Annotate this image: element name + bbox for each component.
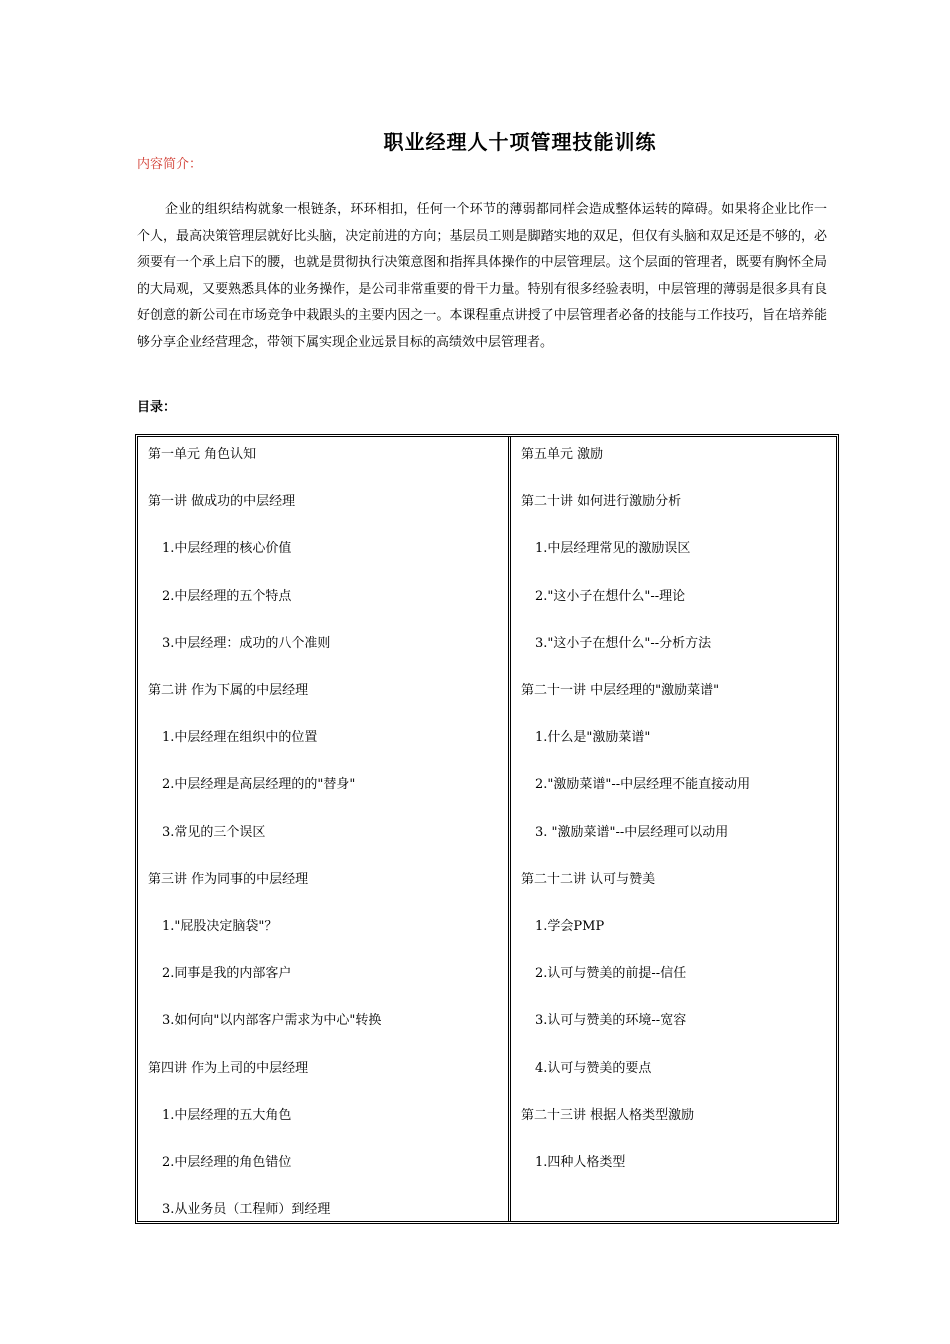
intro-label: 内容简介： [137,157,203,172]
toc-entry: 2."这小子在想什么"--理论 [535,588,686,604]
toc-entry: 2.认可与赞美的前提--信任 [535,966,687,982]
toc-entry: 3."这小子在想什么"--分析方法 [535,635,712,651]
toc-heading: 第二讲 作为下属的中层经理 [148,683,309,698]
page-title: 职业经理人十项管理技能训练 [383,130,657,154]
toc-entry: 3.认可与赞美的环境--宽容 [535,1013,687,1029]
toc-heading: 第五单元 激励 [521,447,604,462]
toc-entry: 3. "激励菜谱"--中层经理可以动用 [535,824,729,840]
toc-entry: 2.中层经理的五个特点 [162,588,292,604]
toc-table [135,434,839,1224]
toc-entry: 1.中层经理的五大角色 [162,1107,292,1123]
toc-column-right [511,437,836,1221]
toc-entry: 2."激励菜谱"--中层经理不能直接动用 [535,777,751,793]
toc-heading: 第四讲 作为上司的中层经理 [148,1060,309,1076]
toc-heading: 第二十二讲 认可与赞美 [521,871,656,887]
toc-heading: 第二十三讲 根据人格类型激励 [521,1107,695,1123]
toc-entry: 3.从业务员（工程师）到经理 [162,1202,331,1218]
intro-paragraph: 企业的组织结构就象一根链条，环环相扣，任何一个环节的薄弱都同样会造成整体运转的障碍。如果将企业比作一个人，最高决策管理层就好比头脑，决定前进的方向；基层员工则是脚踏实地的双足，但仅有头脑和双足还是不够的，必须要有一个承上启下的腰，也就是贯彻执行决策意图和指挥具体操作的中层管理层。这个层面的管理者，既要有胸怀全局的大局观，又要熟悉具体的业务操作，是公司非常重要的骨干力量。特别有很多经验表明，中层管理的薄弱是很多具有良好创意的新公司在市场竞争中栽跟头的主要内因之一。本课程重点讲授了中层管理者必备的技能与工作技巧，旨在培养能够分享企业经营理念，带领下属实现企业远景目标的高绩效中层管理者。 [137,202,827,350]
toc-entry: 3.如何向"以内部客户需求为中心"转换 [162,1013,382,1029]
toc-heading: 第一单元 角色认知 [148,447,257,462]
toc-label: 目录： [137,400,177,415]
toc-heading: 第二十讲 如何进行激励分析 [521,494,682,510]
toc-entry: 3.中层经理：成功的八个准则 [162,635,331,651]
toc-entry: 3.常见的三个误区 [162,824,266,840]
toc-entry: 1.什么是"激励菜谱" [535,730,651,746]
toc-entry: 4.认可与赞美的要点 [535,1060,652,1076]
toc-heading: 第一讲 做成功的中层经理 [148,494,296,510]
toc-entry: 1.中层经理常见的激励误区 [535,541,691,557]
toc-entry: 1.四种人格类型 [535,1155,626,1170]
toc-entry: 1.中层经理的核心价值 [162,541,292,557]
toc-entry: 2.中层经理是高层经理的的"替身" [162,777,356,793]
toc-entry: 1."屁股决定脑袋"？ [162,919,278,934]
toc-column-left [138,437,511,1221]
toc-entry: 1.学会PMP [535,919,605,934]
toc-entry: 2.同事是我的内部客户 [162,966,292,982]
toc-heading: 第二十一讲 中层经理的"激励菜谱" [521,683,720,698]
toc-heading: 第三讲 作为同事的中层经理 [148,871,309,887]
toc-entry: 1.中层经理在组织中的位置 [162,730,318,746]
toc-entry: 2.中层经理的角色错位 [162,1155,292,1170]
